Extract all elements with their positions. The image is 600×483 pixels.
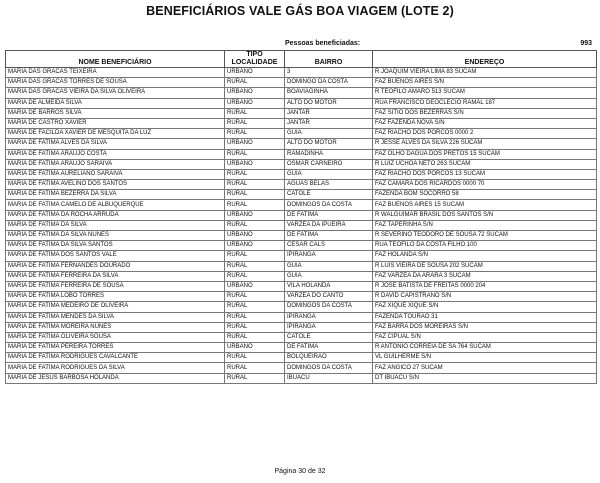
table-row xyxy=(6,241,597,251)
beneficiary-name-cell: MARIA DE FATIMA MENDES DA SILVA xyxy=(6,312,225,322)
table-row xyxy=(6,281,597,291)
locality-type-cell: URBANO xyxy=(225,210,285,220)
table-row xyxy=(6,271,597,281)
locality-type-cell: RURAL xyxy=(225,332,285,342)
address-cell: FAZ SITIO DOS BEZERRAS S/N xyxy=(373,108,597,118)
table-row xyxy=(6,231,597,241)
address-cell: R SEVERINO TEODORO DE SOUSA 72 SUCAM xyxy=(373,231,597,241)
locality-type-cell: RURAL xyxy=(225,251,285,261)
beneficiary-name-cell: MARIA DE FATIMA LOBO TORRES xyxy=(6,292,225,302)
neighborhood-cell: DOMINGOS DA COSTA xyxy=(285,200,373,210)
address-cell: FAZ RIACHO DOS PORCOS 0000 2 xyxy=(373,129,597,139)
locality-type-cell: URBANO xyxy=(225,68,285,78)
table-row xyxy=(6,88,597,98)
address-cell: FAZ ANGICO 27 SUCAM xyxy=(373,363,597,373)
locality-type-cell: URBANO xyxy=(225,281,285,291)
neighborhood-cell: OSMAR CARNEIRO xyxy=(285,159,373,169)
table-body xyxy=(6,68,597,384)
neighborhood-cell: CESAR CALS xyxy=(285,241,373,251)
address-cell: R ANTONIO CORREIA DE SA 764 SUCAM xyxy=(373,343,597,353)
neighborhood-cell: IPIRANGA xyxy=(285,312,373,322)
address-cell: FAZ BUENOS AIRES S/N xyxy=(373,78,597,88)
locality-type-cell: RURAL xyxy=(225,261,285,271)
locality-type-cell: RURAL xyxy=(225,190,285,200)
locality-type-cell: RURAL xyxy=(225,373,285,383)
neighborhood-cell: DOMINGOS DA COSTA xyxy=(285,363,373,373)
locality-type-cell: RURAL xyxy=(225,220,285,230)
locality-type-cell: RURAL xyxy=(225,353,285,363)
locality-type-cell: RURAL xyxy=(225,149,285,159)
neighborhood-cell: JANTAR xyxy=(285,108,373,118)
table-header-row xyxy=(6,51,597,68)
address-cell: RUA FRANCISCO DEOCLECIO RAMAL 187 xyxy=(373,98,597,108)
address-cell: FAZENDA TOURAO 31 xyxy=(373,312,597,322)
locality-type-cell: RURAL xyxy=(225,78,285,88)
neighborhood-cell: ALTO DO MOTOR xyxy=(285,139,373,149)
beneficiary-name-cell: MARIA DE FATIMA MOREIRA NUNES xyxy=(6,322,225,332)
locality-type-cell: RURAL xyxy=(225,180,285,190)
table-row xyxy=(6,373,597,383)
column-header-locality-type: TIPO LOCALIDADE xyxy=(225,51,285,68)
neighborhood-cell: BOAVIAGINHA xyxy=(285,88,373,98)
table-row xyxy=(6,220,597,230)
table-row xyxy=(6,180,597,190)
neighborhood-cell: VARZEA DA IPUEIRA xyxy=(285,220,373,230)
locality-type-cell: RURAL xyxy=(225,200,285,210)
table-row xyxy=(6,98,597,108)
neighborhood-cell: ALTO DO MOTOR xyxy=(285,98,373,108)
locality-type-cell: URBANO xyxy=(225,231,285,241)
beneficiary-name-cell: MARIA DE FATIMA ARAUJO COSTA xyxy=(6,149,225,159)
neighborhood-cell: CATOLE xyxy=(285,190,373,200)
locality-type-cell: URBANO xyxy=(225,159,285,169)
neighborhood-cell: GUIA xyxy=(285,129,373,139)
neighborhood-cell: JANTAR xyxy=(285,118,373,128)
address-cell: VL GUILHERME S/N xyxy=(373,353,597,363)
address-cell: FAZ HOLANDA S/N xyxy=(373,251,597,261)
beneficiary-name-cell: MARIA DE BARROS SILVA xyxy=(6,108,225,118)
neighborhood-cell: VILA HOLANDA xyxy=(285,281,373,291)
neighborhood-cell: CATOLE xyxy=(285,332,373,342)
beneficiary-name-cell: MARIA DE FATIMA FERNANDES DOURADO xyxy=(6,261,225,271)
table-row xyxy=(6,129,597,139)
address-cell: FAZ CAMARA DOS RICARDOS 0000 70 xyxy=(373,180,597,190)
neighborhood-cell: RAMADINHA xyxy=(285,149,373,159)
column-header-address: ENDEREÇO xyxy=(373,51,597,68)
locality-type-cell: RURAL xyxy=(225,118,285,128)
neighborhood-cell: DE FATIMA xyxy=(285,343,373,353)
neighborhood-cell: IPIRANGA xyxy=(285,322,373,332)
beneficiary-name-cell: MARIA DAS GRACAS TORRES DE SOUSA xyxy=(6,78,225,88)
beneficiary-name-cell: MARIA DE FATIMA AVELINO DOS SANTOS xyxy=(6,180,225,190)
beneficiary-name-cell: MARIA DE FATIMA DA SILVA xyxy=(6,220,225,230)
beneficiary-name-cell: MARIA DAS GRACAS VIEIRA DA SILVA OLIVEIRA xyxy=(6,88,225,98)
address-cell: R LUIS VIEIRA DE SOUSA 202 SUCAM xyxy=(373,261,597,271)
beneficiary-name-cell: MARIA DE FACILDA XAVIER DE MESQUITA DA LUZ xyxy=(6,129,225,139)
table-row xyxy=(6,322,597,332)
beneficiary-name-cell: MARIA DE FATIMA PEREIRA TORRES xyxy=(6,343,225,353)
neighborhood-cell: IPIRANGA xyxy=(285,251,373,261)
beneficiary-name-cell: MARIA DE FATIMA RODRIGUES CAVALCANTE xyxy=(6,353,225,363)
table-row xyxy=(6,200,597,210)
beneficiary-name-cell: MARIA DE FATIMA ALVES DA SILVA xyxy=(6,139,225,149)
beneficiary-name-cell: MARIA DE FATIMA RODRIGUES DA SILVA xyxy=(6,363,225,373)
summary-line xyxy=(0,40,600,50)
neighborhood-cell: DOMINGOS DA COSTA xyxy=(285,302,373,312)
table-row xyxy=(6,68,597,78)
neighborhood-cell: GUIA xyxy=(285,271,373,281)
address-cell: R LUIZ UCHOA NETO 263 SUCAM xyxy=(373,159,597,169)
neighborhood-cell: BOLQUEIRAO xyxy=(285,353,373,363)
beneficiary-name-cell: MARIA DE FATIMA MEDEIRO DE OLIVEIRA xyxy=(6,302,225,312)
page-footer: Página 30 de 32 xyxy=(274,468,326,475)
locality-type-cell: RURAL xyxy=(225,292,285,302)
neighborhood-cell: GUIA xyxy=(285,169,373,179)
table-row xyxy=(6,169,597,179)
table-row xyxy=(6,302,597,312)
table-row xyxy=(6,190,597,200)
neighborhood-cell: VARZEA DO CANTO xyxy=(285,292,373,302)
locality-type-cell: URBANO xyxy=(225,139,285,149)
beneficiary-name-cell: MARIA DE JESUS BARBOSA HOLANDA xyxy=(6,373,225,383)
locality-type-cell: RURAL xyxy=(225,271,285,281)
beneficiary-name-cell: MARIA DE FATIMA OLIVEIRA SOUSA xyxy=(6,332,225,342)
table-row xyxy=(6,139,597,149)
neighborhood-cell: AGUAS BELAS xyxy=(285,180,373,190)
column-header-neighborhood: BAIRRO xyxy=(285,51,373,68)
neighborhood-cell: IBUACU xyxy=(285,373,373,383)
locality-type-cell: RURAL xyxy=(225,108,285,118)
summary-value: 993 xyxy=(580,40,592,47)
address-cell: FAZ BUENOS AIRES 15 SUCAM xyxy=(373,200,597,210)
locality-type-cell: RURAL xyxy=(225,363,285,373)
beneficiary-name-cell: MARIA DE FATIMA DOS SANTOS VALE xyxy=(6,251,225,261)
locality-type-cell: URBANO xyxy=(225,241,285,251)
table-row xyxy=(6,118,597,128)
neighborhood-cell: 3 xyxy=(285,68,373,78)
table-row xyxy=(6,363,597,373)
beneficiary-name-cell: MARIA DE FATIMA FERREIRA DA SILVA xyxy=(6,271,225,281)
table-row xyxy=(6,251,597,261)
beneficiary-name-cell: MARIA DE FATIMA FERREIRA DE SOUSA xyxy=(6,281,225,291)
beneficiary-name-cell: MARIA DE FATIMA AURELIANO SARAIVA xyxy=(6,169,225,179)
page-title: BENEFICIÁRIOS VALE GÁS BOA VIAGEM (LOTE 2) xyxy=(146,4,454,18)
beneficiary-name-cell: MARIA DE FATIMA DA ROCHA ARRUDA xyxy=(6,210,225,220)
locality-type-cell: RURAL xyxy=(225,169,285,179)
table-row xyxy=(6,353,597,363)
address-cell: FAZ RIACHO DOS PORCOS 13 SUCAM xyxy=(373,169,597,179)
neighborhood-cell: DE FATIMA xyxy=(285,231,373,241)
table-row xyxy=(6,149,597,159)
locality-type-cell: URBANO xyxy=(225,343,285,353)
table-row xyxy=(6,108,597,118)
table-row xyxy=(6,332,597,342)
address-cell: RUA TEOFILO DA COSTA FILHO 100 xyxy=(373,241,597,251)
table-row xyxy=(6,78,597,88)
locality-type-cell: RURAL xyxy=(225,312,285,322)
address-cell: R JOAQUIM VIEIRA LIMA 83 SUCAM xyxy=(373,68,597,78)
locality-type-cell: URBANO xyxy=(225,98,285,108)
table-row xyxy=(6,210,597,220)
address-cell: FAZ BARRA DOS MOREIRAS S/N xyxy=(373,322,597,332)
address-cell: R WALGUIMAR BRASIL DOS SANTOS S/N xyxy=(373,210,597,220)
address-cell: FAZ FAZENDA NOVA S/N xyxy=(373,118,597,128)
address-cell: R JOSE BATISTA DE FREITAS 0000 204 xyxy=(373,281,597,291)
beneficiary-name-cell: MARIA DE FATIMA CAMELO DE ALBUQUERQUE xyxy=(6,200,225,210)
beneficiary-name-cell: MARIA DE ALMEIDA SILVA xyxy=(6,98,225,108)
locality-type-cell: RURAL xyxy=(225,322,285,332)
address-cell: FAZ VARZEA DA ARARA 3 SUCAM xyxy=(373,271,597,281)
beneficiary-name-cell: MARIA DE FATIMA ARAUJO SARAIVA xyxy=(6,159,225,169)
table-row xyxy=(6,312,597,322)
neighborhood-cell: GUIA xyxy=(285,261,373,271)
beneficiary-name-cell: MARIA DE FATIMA DA SILVA SANTOS xyxy=(6,241,225,251)
beneficiary-name-cell: MARIA DE FATIMA BEZERRA DA SILVA xyxy=(6,190,225,200)
neighborhood-cell: DE FATIMA xyxy=(285,210,373,220)
address-cell: FAZENDA BOM SOCORRO 58 xyxy=(373,190,597,200)
address-cell: FAZ TAPERINHA S/N xyxy=(373,220,597,230)
address-cell: R JESSE ALVES DA SILVA 226 SUCAM xyxy=(373,139,597,149)
table-row xyxy=(6,159,597,169)
beneficiary-name-cell: MARIA DE FATIMA DA SILVA NUNES xyxy=(6,231,225,241)
address-cell: DT IBUACU S/N xyxy=(373,373,597,383)
summary-label: Pessoas beneficiadas: xyxy=(285,40,361,47)
address-cell: FAZ CIPUAL S/N xyxy=(373,332,597,342)
beneficiary-name-cell: MARIA DAS GRACAS TEIXEIRA xyxy=(6,68,225,78)
address-cell: R TEOFILO AMARO 513 SUCAM xyxy=(373,88,597,98)
address-cell: R DAVID CAPISTRANO S/N xyxy=(373,292,597,302)
address-cell: FAZ XIQUE XIQUE S/N xyxy=(373,302,597,312)
address-cell: FAZ OLHO DAGUA DOS PRETOS 15 SUCAM xyxy=(373,149,597,159)
table-row xyxy=(6,292,597,302)
column-header-name: NOME BENEFICIÁRIO xyxy=(6,51,225,68)
table-row xyxy=(6,261,597,271)
locality-type-cell: RURAL xyxy=(225,302,285,312)
table-row xyxy=(6,343,597,353)
beneficiaries-table xyxy=(5,50,597,384)
locality-type-cell: URBANO xyxy=(225,88,285,98)
locality-type-cell: RURAL xyxy=(225,129,285,139)
beneficiary-name-cell: MARIA DE CASTRO XAVIER xyxy=(6,118,225,128)
neighborhood-cell: DOMINGO DA COSTA xyxy=(285,78,373,88)
